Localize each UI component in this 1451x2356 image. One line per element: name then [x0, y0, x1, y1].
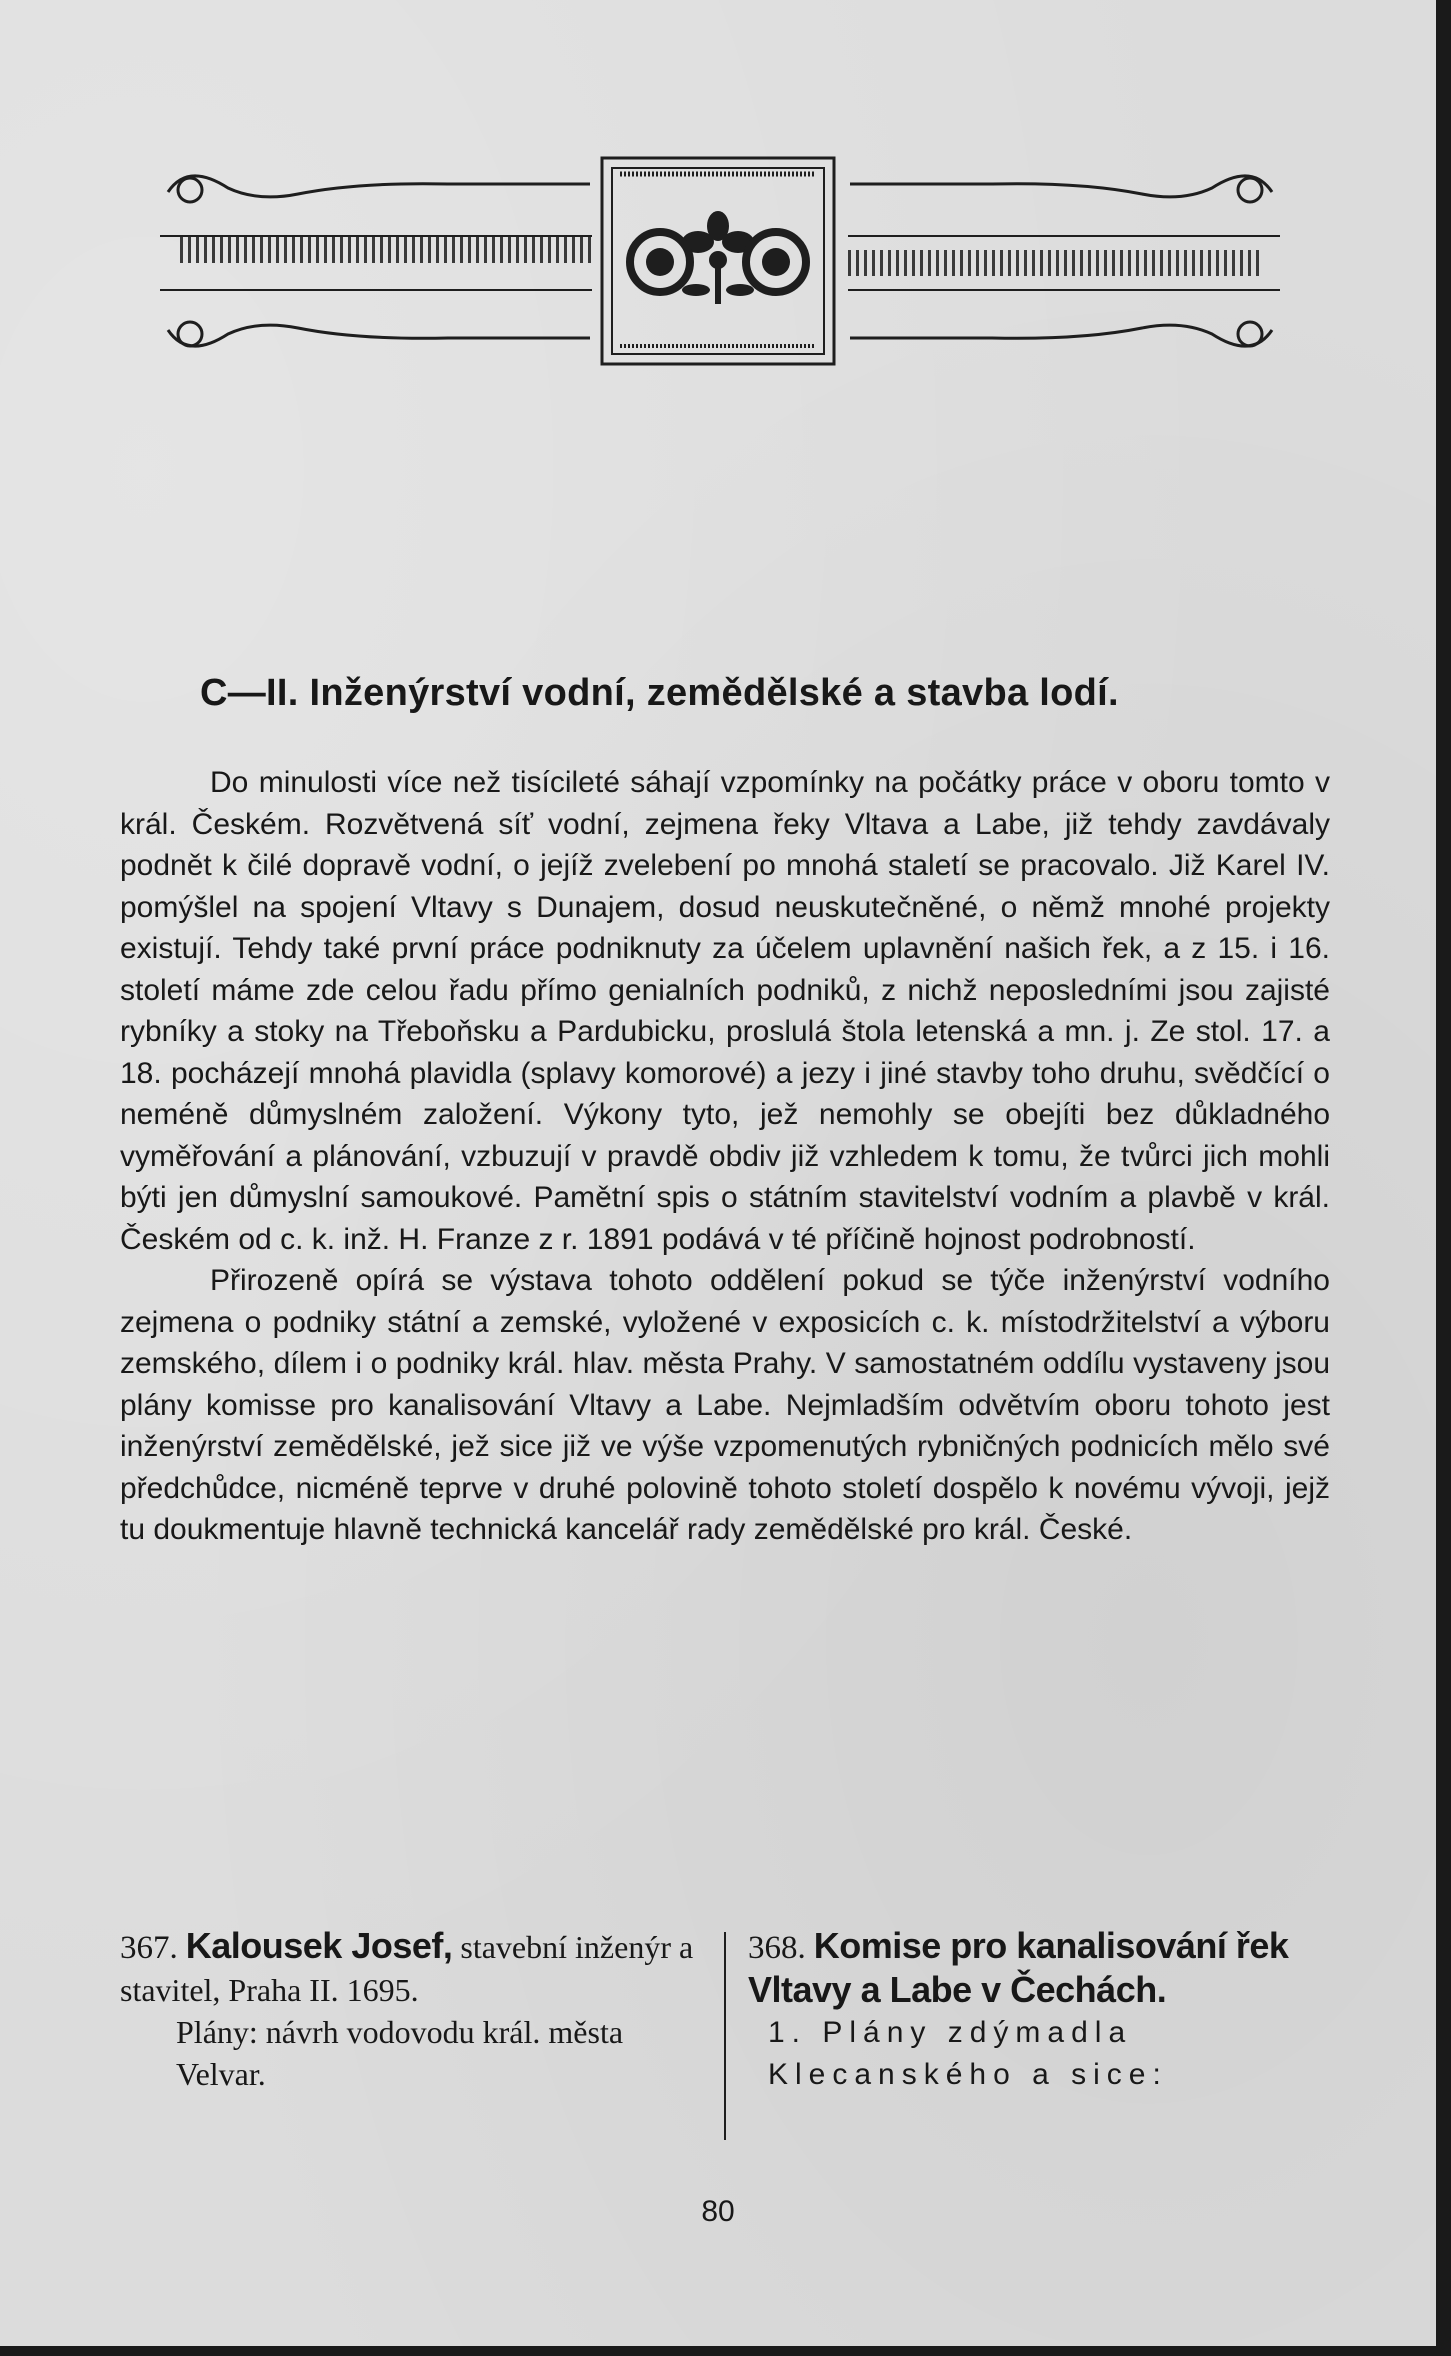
entry-name: Kalousek Josef, — [185, 1925, 453, 1966]
paragraph: Do minulosti více než tisícileté sáhají vzpomínky na počátky práce v oboru tomto v král. Českém. Rozvětvená síť vodní, zejmena řeky Vltava a Labe, již tehdy zavdávaly podnět k čilé dopravě vodní, o jejíž zvelebení po mnohá staletí se pracovalo. Již Karel IV. pomýšlel na spojení Vltavy s Dunajem, dosud neuskutečněné, o němž mnohé projekty existují. Tehdy také první práce podniknuty za účelem uplavnění našich řek, a z 15. i 16. století máme zde celou řadu přímo genialních podniků, z nichž neposledními jsou zajisté rybníky a stoky na Třeboňsku a Pardubicku, proslulá štola letenská a mn. j. Ze stol. 17. a 18. pocházejí mnohá plavidla (splavy komorové) a jezy i jiné stavby toho druhu, svědčící o neméně důmyslném založení. Výkony tyto, jež nemohly se obejíti bez důkladného vyměřování a plánování, vzbuzují v pravdě obdiv již vzhledem k tomu, že tvůrci jich mohli býti jen důmyslní samoukové. Pamětní spis o státním stavitelství vodním a plavbě v král. Českém od c. k. inž. H. Franze z r. 1891 podává v té příčině hojnost podrobností. — [120, 766, 1330, 1256]
header-ornament — [160, 150, 1280, 380]
section-heading: C—II. Inženýrství vodní, zemědělské a stavba lodí. — [200, 672, 1119, 714]
entry-detail: Plány: návrh vodovodu král. města Velvar. — [176, 2014, 624, 2092]
paragraph: Přirozeně opírá se výstava tohoto oddělení pokud se týče inženýrství vodního zejmena o podniky státní a zemské, vyložené v exposicích c. k. místodržitelství a výboru zemského, dílem i o podniky král. hlav. města Prahy. V samostatném oddílu vystaveny jsou plány komisse pro kanalisování Vltavy a Labe. Nejmladším odvětvím oboru tohoto jest inženýrství zemědělské, jež sice již ve výše vzpomenutých rybničných podnicích mělo své předchůdce, nicméně teprve v druhé polovině tohoto století dospělo k novému vývoji, jejž tu doukmentuje hlavně technická kancelář rady zemědělské pro král. České. — [120, 1264, 1330, 1546]
entry-number: 367. — [120, 1930, 178, 1966]
entry-detail: 1. Plány zdýmadla Klecanského a sice: — [768, 2016, 1168, 2091]
entry-number: 368. — [748, 1930, 806, 1966]
page-number: 80 — [701, 2195, 735, 2228]
catalog-entry-368 — [748, 1925, 1328, 2096]
column-divider — [724, 1932, 726, 2140]
entry-header — [748, 1925, 1328, 2012]
catalog-entry-367 — [120, 1925, 702, 2095]
entry-header — [120, 1925, 702, 2011]
entry-description: stavební inženýr a stavitel, Praha II. 1695. — [120, 1929, 694, 2008]
entry-name: Komise pro kanalisování řek Vltavy a Labe v Čechách. — [748, 1925, 1289, 2010]
body-text — [120, 762, 1330, 1551]
